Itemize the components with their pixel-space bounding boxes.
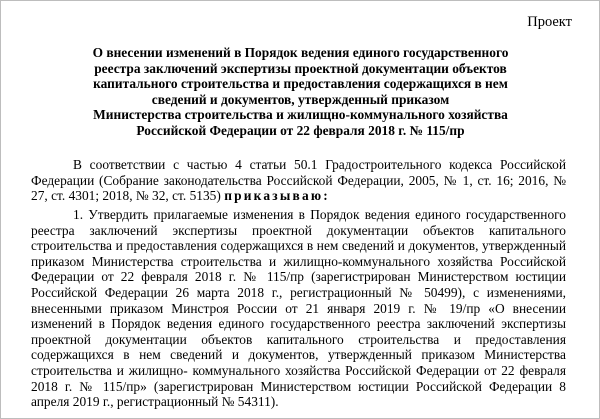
title-line: сведений и документов, утвержденный приказом — [151, 91, 450, 107]
title-line: реестра заключений экспертизы проектной документации объектов — [94, 60, 507, 76]
document-title — [41, 45, 560, 139]
title-line: капитального строительства и предоставления содержащихся в нем — [93, 76, 508, 92]
draft-label: Проект — [527, 14, 572, 30]
title-line: Российской Федерации от 22 февраля 2018 г. № 115/пр — [136, 122, 465, 138]
item-1-paragraph: 1. Утвердить прилагаемые изменения в Порядок ведения единого государственного реестра заключений экспертизы проектной документации объектов капитального строительства и предоставления содержащихся в нем сведений и документов, утвержденный приказом Министерства строительства и жилищно-коммунального хозяйства Российской Федерации от 22 февраля 2018 г. № 115/пр (зарегистрирован Министерством юстиции Российской Федерации 26 марта 2018 г., регистрационный № 50499), с изменениями, внесенными приказом Минстроя России от 21 января 2019 г. № 19/пр «О внесении изменений в Порядок ведения единого государственного реестра заключений экспертизы проектной документации объектов капитального строительства и предоставления содержащихся в нем сведений и документов, утвержденный приказом Министерства строительства и жилищно- коммунального хозяйства Российской Федерации от 22 февраля 2018 г. № 115/пр» (зарегистрирован Министерством юстиции Российской Федерации 8 апреля 2019 г., регистрационный № 54311). — [31, 207, 566, 410]
preamble-text: В соответствии с частью 4 статьи 50.1 Градостроительного кодекса Российской Федерации (Собрание законодательства Российской Федерации, 2005, № 1, ст. 16; 2016, № 27, ст. 4301; 2018, № 32, ст. 5135) — [31, 157, 566, 204]
title-line: Министерства строительства и жилищно-коммунального хозяйства — [93, 107, 508, 123]
title-line: О внесении изменений в Порядок ведения единого государственного — [92, 45, 509, 60]
preamble-paragraph — [31, 157, 566, 204]
order-word: приказываю: — [224, 188, 330, 204]
